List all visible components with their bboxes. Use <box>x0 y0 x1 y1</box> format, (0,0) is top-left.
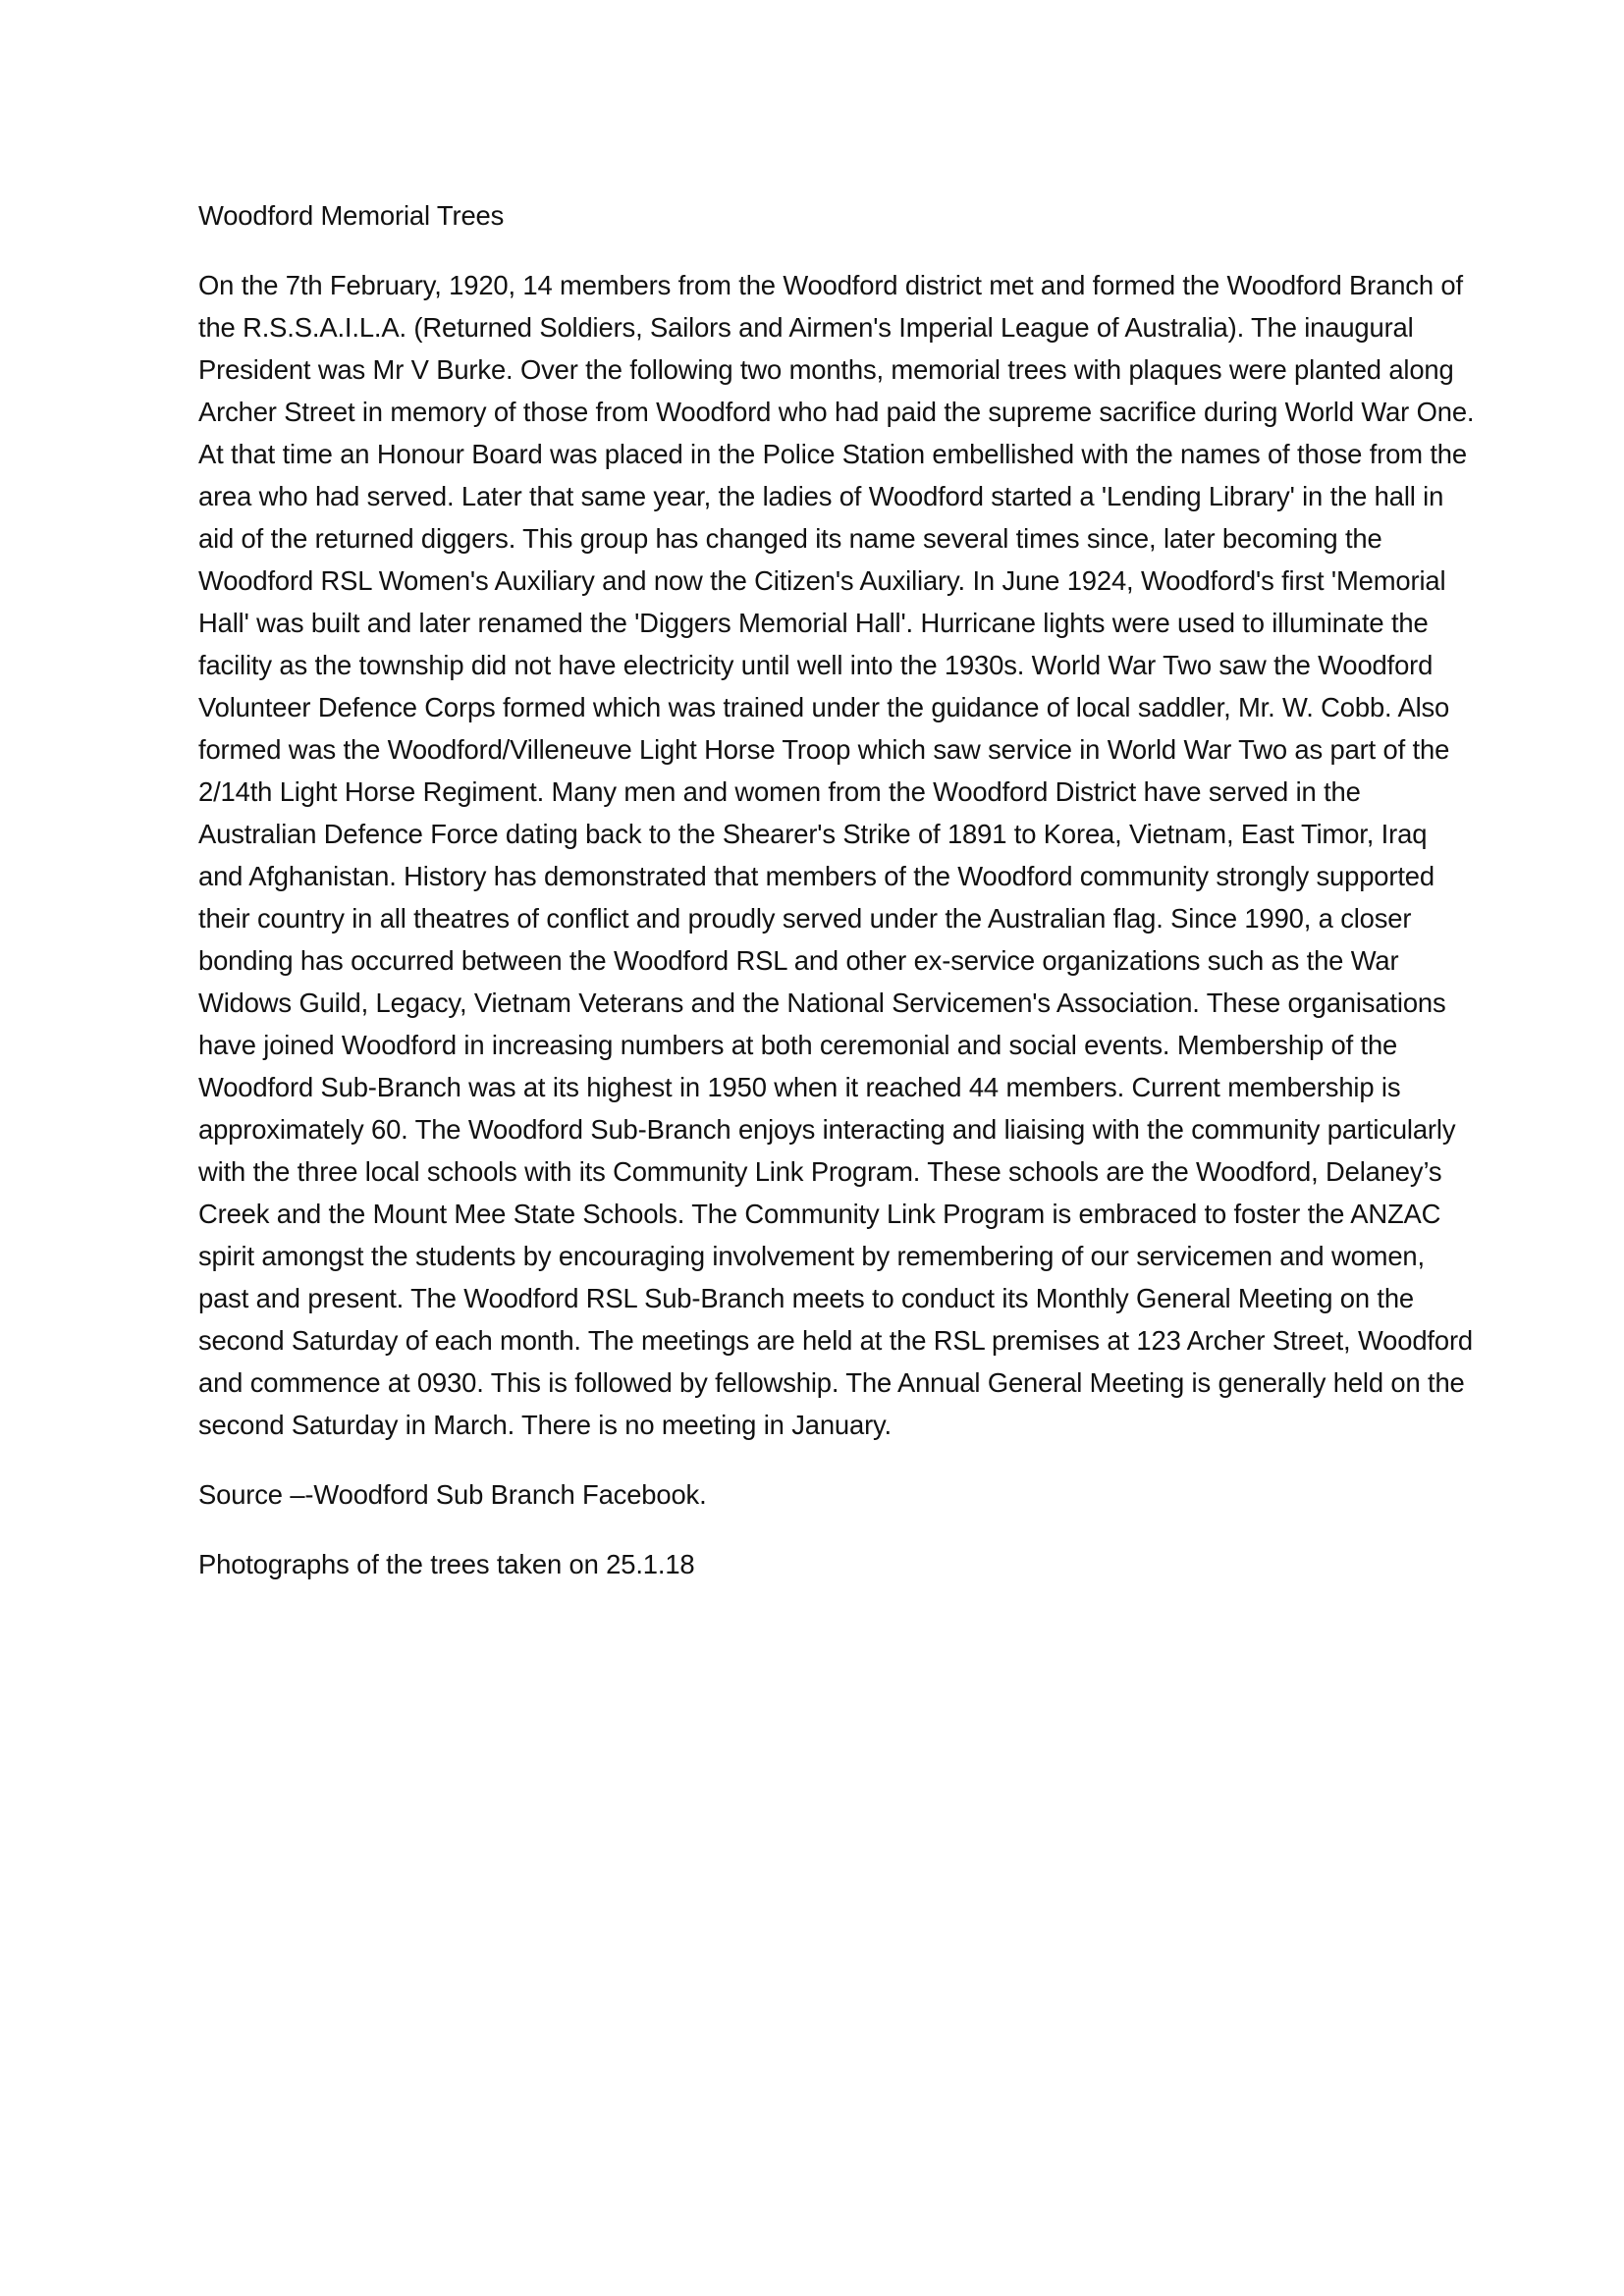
body-paragraph: On the 7th February, 1920, 14 members from the Woodford district met and formed the Woodford Branch of the R.S.S.A.I.L.A. (Returned Soldiers, Sailors and Airmen's Imperial League of Australia). The inaugural President was Mr V Burke. Over the following two months, memorial trees with plaques were planted along Archer Street in memory of those from Woodford who had paid the supreme sacrifice during World War One. At that time an Honour Board was placed in the Police Station embellished with the names of those from the area who had served. Later that same year, the ladies of Woodford started a 'Lending Library' in the hall in aid of the returned diggers. This group has changed its name several times since, later becoming the Woodford RSL Women's Auxiliary and now the Citizen's Auxiliary. In June 1924, Woodford's first 'Memorial Hall' was built and later renamed the 'Diggers Memorial Hall'. Hurricane lights were used to illuminate the facility as the township did not have electricity until well into the 1930s. World War Two saw the Woodford Volunteer Defence Corps formed which was trained under the guidance of local saddler, Mr. W. Cobb. Also formed was the Woodford/Villeneuve Light Horse Troop which saw service in World War Two as part of the 2/14th Light Horse Regiment. Many men and women from the Woodford District have served in the Australian Defence Force dating back to the Shearer's Strike of 1891 to Korea, Vietnam, East Timor, Iraq and Afghanistan. History has demonstrated that members of the Woodford community strongly supported their country in all theatres of conflict and proudly served under the Australian flag. Since 1990, a closer bonding has occurred between the Woodford RSL and other ex-service organizations such as the War Widows Guild, Legacy, Vietnam Veterans and the National Servicemen's Association. These organisations have joined Woodford in increasing numbers at both ceremonial and social events. Membership of the Woodford Sub-Branch was at its highest in 1950 when it reached 44 members. Current membership is approximately 60. The Woodford Sub-Branch enjoys interacting and liaising with the community particularly with the three local schools with its Community Link Program. These schools are the Woodford, Delaney’s Creek and the Mount Mee State Schools. The Community Link Program is embraced to foster the ANZAC spirit amongst the students by encouraging involvement by remembering of our servicemen and women, past and present. The Woodford RSL Sub-Branch meets to conduct its Monthly General Meeting on the second Saturday of each month. The meetings are held at the RSL premises at 123 Archer Street, Woodford and commence at 0930. This is followed by fellowship. The Annual General Meeting is generally held on the second Saturday in March. There is no meeting in January. <box>198 270 1475 1440</box>
source-line: Source –-Woodford Sub Branch Facebook. <box>198 1479 707 1510</box>
document-title: Woodford Memorial Trees <box>198 200 505 231</box>
document-content <box>198 194 1475 1585</box>
photo-note: Photographs of the trees taken on 25.1.18 <box>198 1549 695 1579</box>
